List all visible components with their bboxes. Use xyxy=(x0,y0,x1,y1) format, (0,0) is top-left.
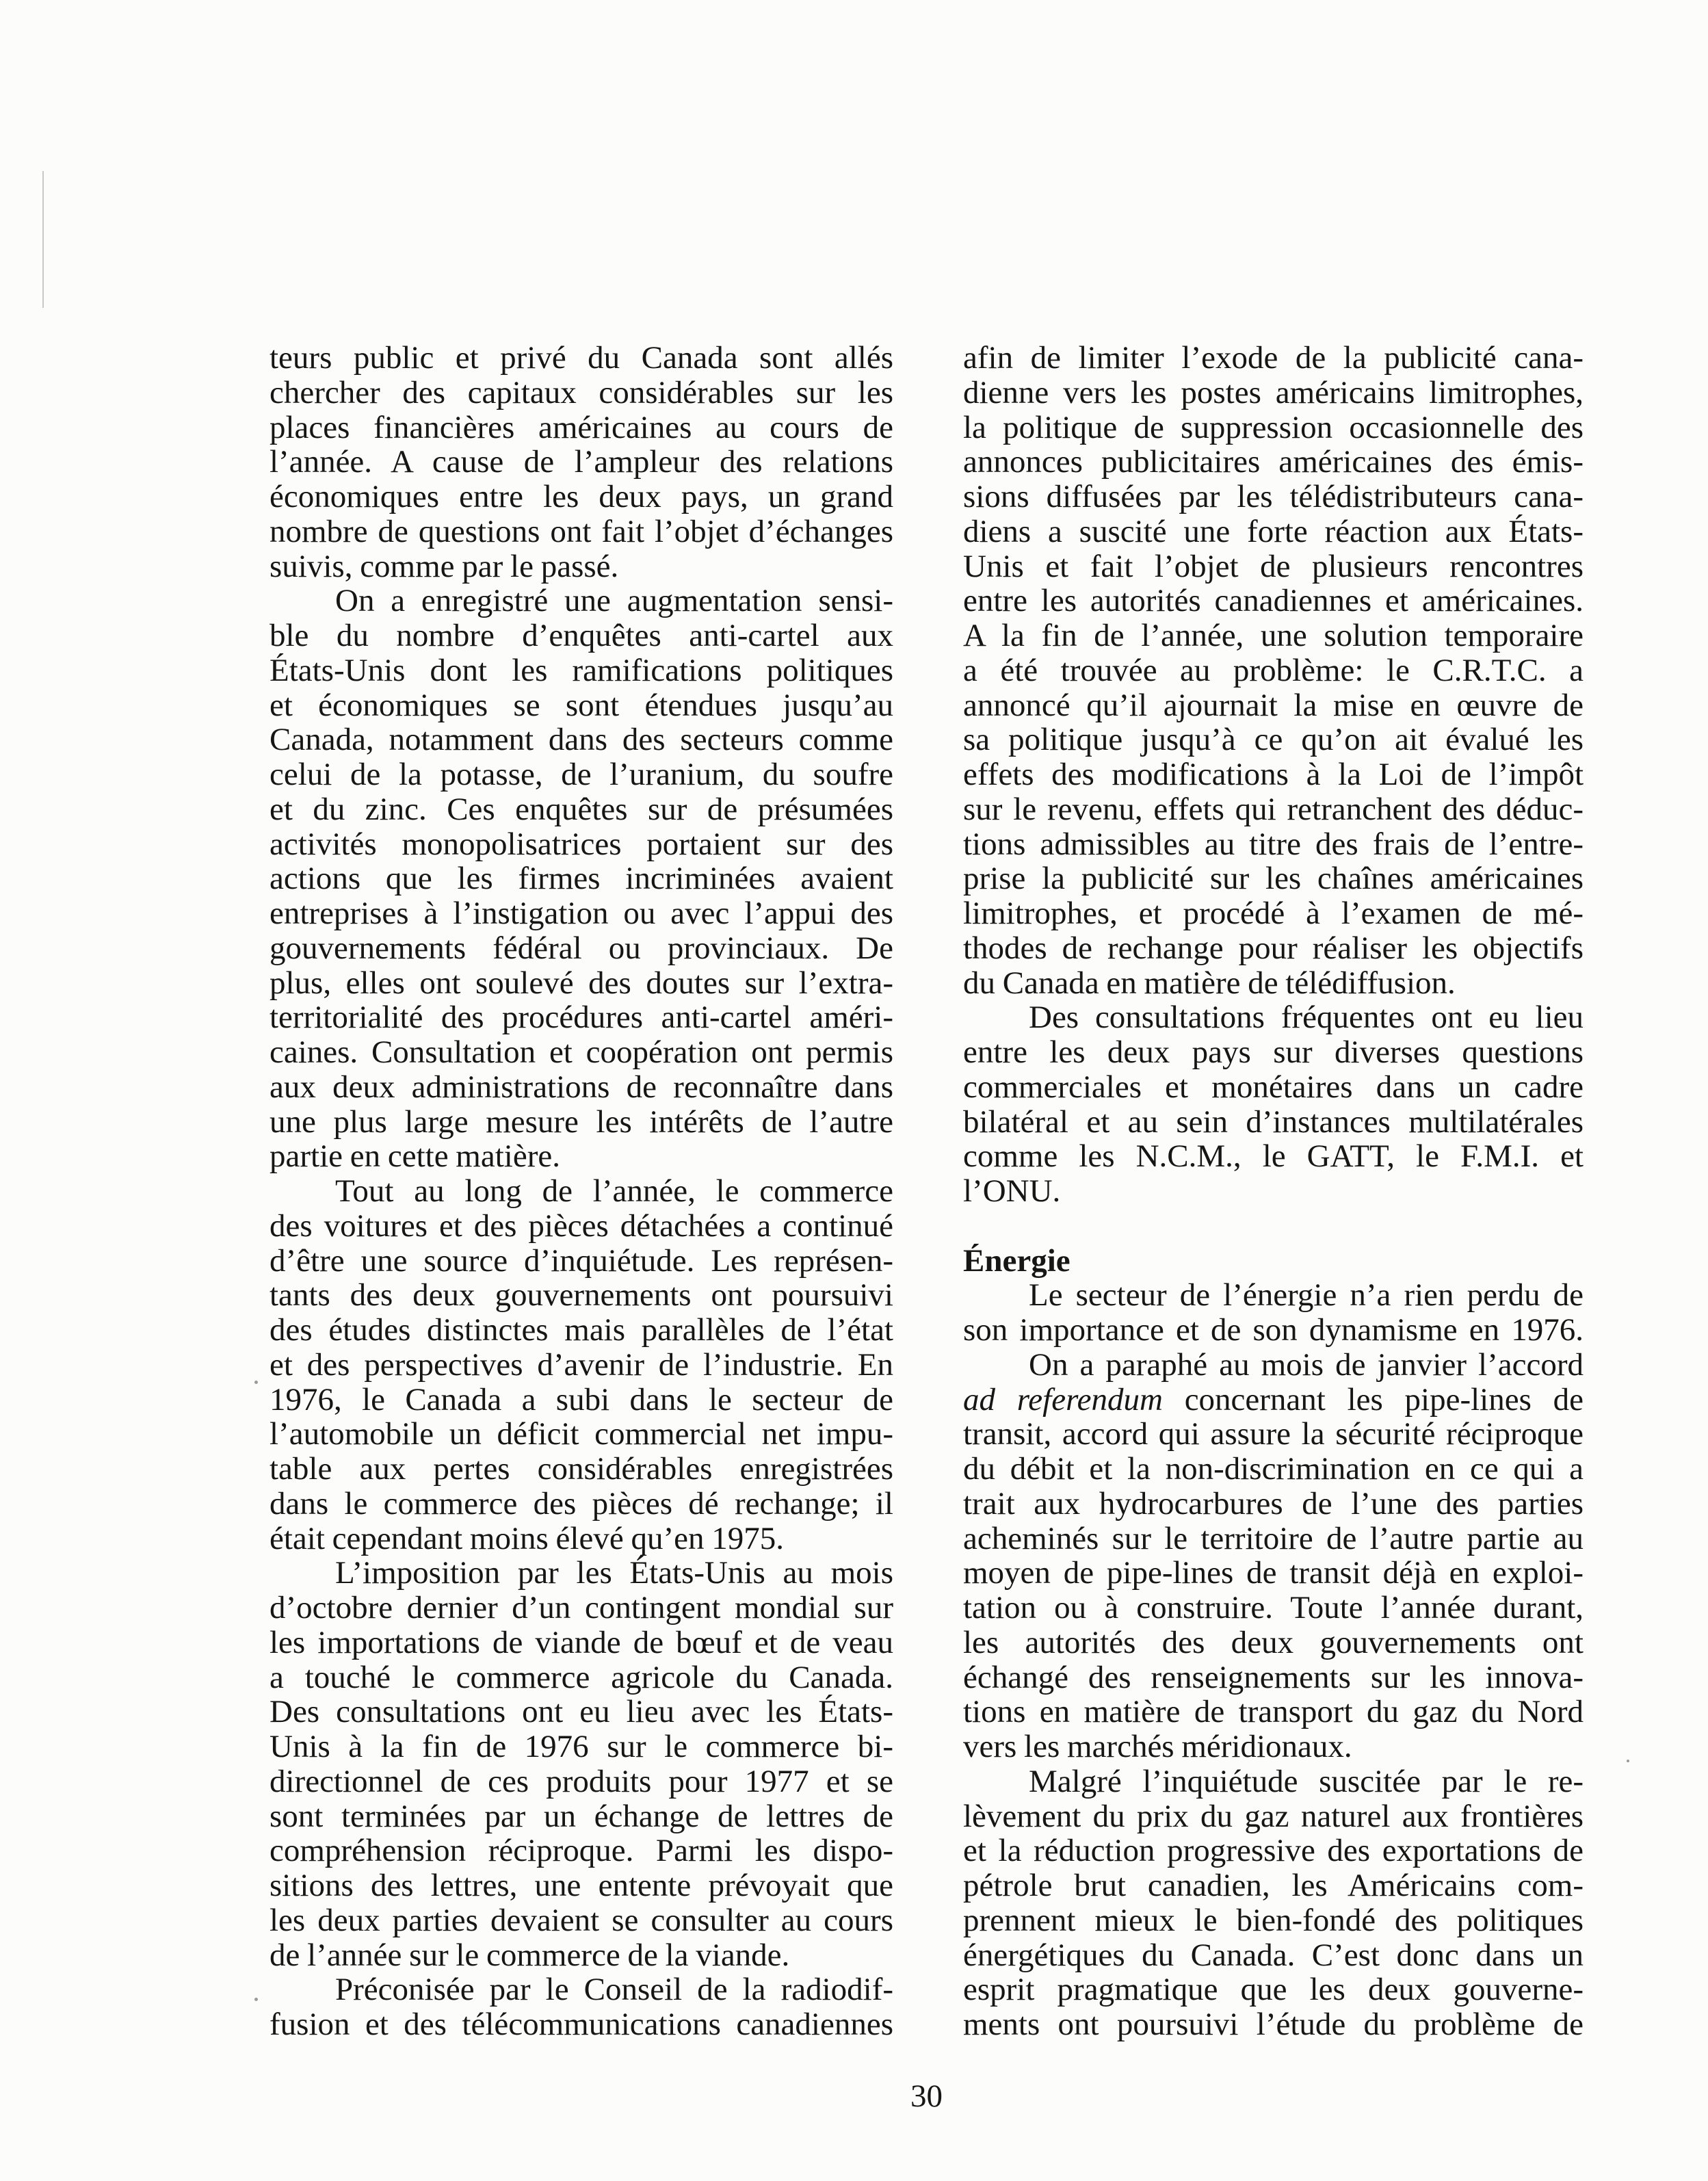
paragraph xyxy=(963,1278,1584,1348)
text-line: On a paraphé au mois de janvier l’accord xyxy=(1029,1346,1584,1383)
text-line: énergétiques du Canada. C’est donc dans un xyxy=(963,1937,1584,1973)
text-line: et du zinc. Ces enquêtes sur de présumées xyxy=(270,791,893,827)
text-line: 1976, le Canada a subi dans le secteur de xyxy=(270,1381,893,1418)
text-line: Des consultations ont eu lieu avec les États- xyxy=(270,1694,893,1730)
text-line: Malgré l’inquiétude suscitée par le re- xyxy=(1029,1763,1584,1799)
text-line: plus, elles ont soulevé des doutes sur l’extra- xyxy=(270,965,893,1001)
paragraph xyxy=(963,1764,1584,2042)
text-line: ments ont poursuivi l’étude du problème de xyxy=(963,2007,1584,2042)
text-line: échangé des renseignements sur les innova- xyxy=(963,1659,1584,1695)
text-line: gouvernements fédéral ou provinciaux. De xyxy=(270,930,893,966)
text-line: commerciales et monétaires dans un cadre xyxy=(963,1069,1584,1105)
text-line: les autorités des deux gouvernements ont xyxy=(963,1624,1584,1660)
text-line: tions en matière de transport du gaz du Nord xyxy=(963,1694,1584,1730)
text-line: thodes de rechange pour réaliser les objectifs xyxy=(963,930,1584,966)
text-line: annonces publicitaires américaines des émis- xyxy=(963,444,1584,480)
text-line: économiques entre les deux pays, un grand xyxy=(270,479,893,514)
text-line: était cependant moins élevé qu’en 1975. xyxy=(270,1520,784,1556)
text-line: Canada, notamment dans des secteurs comme xyxy=(270,722,893,758)
paragraph xyxy=(270,1556,893,1972)
text-line: tation ou à construire. Toute l’année durant, xyxy=(963,1590,1584,1625)
text-line: sions diffusées par les télédistributeurs cana- xyxy=(963,479,1584,514)
text-line: des études distinctes mais parallèles de l’état xyxy=(270,1312,893,1348)
text-line: Des consultations fréquentes ont eu lieu xyxy=(1029,1000,1584,1036)
text-line: l’ONU. xyxy=(963,1173,1061,1209)
text-line: annoncé qu’il ajournait la mise en œuvre de xyxy=(963,687,1584,723)
text-line: sa politique jusqu’à ce qu’on ait évalué les xyxy=(963,722,1584,758)
energy-section xyxy=(963,1244,1584,2042)
text-line: On a enregistré une augmentation sensi- xyxy=(335,583,893,619)
text-line: a touché le commerce agricole du Canada. xyxy=(270,1659,893,1695)
text-line: dans le commerce des pièces dé rechange; il xyxy=(270,1485,893,1522)
text-line: lèvement du prix du gaz naturel aux frontières xyxy=(963,1798,1584,1834)
text-line: l’automobile un déficit commercial net impu- xyxy=(270,1416,893,1452)
text-line: du Canada en matière de télédiffusion. xyxy=(963,965,1456,1001)
text-line: pétrole brut canadien, les Américains com- xyxy=(963,1868,1584,1903)
text-line: sur le revenu, effets qui retranchent des déduc- xyxy=(963,791,1584,827)
text-line: entreprises à l’instigation ou avec l’appui des xyxy=(270,896,893,931)
text-line: sitions des lettres, une entente prévoyait que xyxy=(270,1868,893,1903)
paragraph xyxy=(270,584,893,1174)
text-line: États-Unis dont les ramifications politiques xyxy=(270,652,893,688)
italic-term: ad referendum xyxy=(963,1381,1163,1418)
text-line: les importations de viande de bœuf et de veau xyxy=(270,1624,893,1660)
text-line: activités monopolisatrices portaient sur des xyxy=(270,826,893,862)
text-line: du débit et la non-discrimination en ce qui a xyxy=(963,1451,1584,1487)
text-line: Le secteur de l’énergie n’a rien perdu de xyxy=(1029,1277,1584,1314)
text-line: suivis, comme par le passé. xyxy=(270,548,619,584)
text-line: et la réduction progressive des exportations de xyxy=(963,1833,1584,1869)
paragraph xyxy=(270,1174,893,1556)
text-line: d’être une source d’inquiétude. Les représen- xyxy=(270,1242,893,1279)
text-line: l’année. A cause de l’ampleur des relations xyxy=(270,444,893,480)
text-line: chercher des capitaux considérables sur les xyxy=(270,374,893,410)
text-line: vers les marchés méridionaux. xyxy=(963,1729,1352,1764)
scan-speck xyxy=(1627,1760,1629,1762)
text-line: et des perspectives d’avenir de l’industrie. En xyxy=(270,1346,893,1383)
text-line: partie en cette matière. xyxy=(270,1138,560,1175)
section-heading: Énergie xyxy=(963,1242,1070,1279)
text-line: ble du nombre d’enquêtes anti-cartel aux xyxy=(270,618,893,653)
text-line: tions admissibles au titre des frais de l’entre- xyxy=(963,826,1584,862)
text-line: une plus large mesure les intérêts de l’autre xyxy=(270,1103,893,1140)
text-line: prise la publicité sur les chaînes américaines xyxy=(963,861,1584,897)
text-line: nombre de questions ont fait l’objet d’échanges xyxy=(270,513,893,549)
text-line: teurs public et privé du Canada sont allés xyxy=(270,340,893,376)
paragraph xyxy=(270,341,893,584)
text-line: comme les N.C.M., le GATT, le F.M.I. et xyxy=(963,1138,1584,1175)
text-line: territorialité des procédures anti-cartel améri- xyxy=(270,1000,893,1036)
text-line: la politique de suppression occasionnelle des xyxy=(963,409,1584,445)
text-line: entre les autorités canadiennes et américaines. xyxy=(963,583,1584,619)
text-line: des voitures et des pièces détachées a continué xyxy=(270,1207,893,1244)
text-line: effets des modifications à la Loi de l’impôt xyxy=(963,757,1584,792)
text-line: Préconisée par le Conseil de la radiodif- xyxy=(335,1972,893,2008)
text-line: celui de la potasse, de l’uranium, du soufre xyxy=(270,757,893,792)
text-line: caines. Consultation et coopération ont permis xyxy=(270,1034,893,1070)
text-line: prennent mieux le bien-fondé des politiques xyxy=(963,1902,1584,1938)
text-line: Unis et fait l’objet de plusieurs rencontres xyxy=(963,548,1584,584)
paragraph xyxy=(963,1000,1584,1209)
scan-speck xyxy=(254,1998,258,2001)
text-line: son importance et de son dynamisme en 1976. xyxy=(963,1312,1584,1348)
paragraph xyxy=(270,1972,893,2042)
text-line: directionnel de ces produits pour 1977 et se xyxy=(270,1763,893,1799)
text-line: et économiques se sont étendues jusqu’au xyxy=(270,687,893,723)
text-line: limitrophes, et procédé à l’examen de mé- xyxy=(963,896,1584,931)
right-column xyxy=(963,341,1584,2042)
text-line: acheminés sur le territoire de l’autre partie au xyxy=(963,1520,1584,1556)
text-line: tants des deux gouvernements ont poursuivi xyxy=(270,1277,893,1314)
text-line: afin de limiter l’exode de la publicité cana- xyxy=(963,340,1584,376)
text-line: actions que les firmes incriminées avaient xyxy=(270,861,893,897)
text-line: aux deux administrations de reconnaître dans xyxy=(270,1069,893,1105)
scan-speck xyxy=(254,1381,258,1384)
text-line: bilatéral et au sein d’instances multilatérales xyxy=(963,1103,1584,1140)
text-line: places financières américaines au cours de xyxy=(270,409,893,445)
text-line: table aux pertes considérables enregistrées xyxy=(270,1451,893,1487)
scan-edge-mark xyxy=(42,171,44,308)
page-number: 30 xyxy=(910,2078,943,2114)
text-line: sont terminées par un échange de lettres de xyxy=(270,1798,893,1834)
text-line: fusion et des télécommunications canadiennes xyxy=(270,2007,893,2042)
text-line: les deux parties devaient se consulter au cours xyxy=(270,1902,893,1938)
text-line: moyen de pipe-lines de transit déjà en exploi- xyxy=(963,1555,1584,1591)
text-line: transit, accord qui assure la sécurité réciproque xyxy=(963,1416,1584,1452)
paragraph xyxy=(963,341,1584,1000)
text-line: compréhension réciproque. Parmi les dispo- xyxy=(270,1833,893,1869)
text-line: diens a suscité une forte réaction aux États- xyxy=(963,513,1584,549)
text-line-rest: concernant les pipe-lines de xyxy=(1162,1381,1584,1418)
text-line: L’imposition par les États-Unis au mois xyxy=(335,1555,893,1591)
left-column xyxy=(270,341,893,2042)
text-line: trait aux hydrocarbures de l’une des parties xyxy=(963,1485,1584,1522)
text-line: A la fin de l’année, une solution temporaire xyxy=(963,618,1584,653)
text-line xyxy=(963,1383,1584,1418)
text-line: d’octobre dernier d’un contingent mondial sur xyxy=(270,1590,893,1625)
text-line: Tout au long de l’année, le commerce xyxy=(335,1173,893,1209)
text-line: esprit pragmatique que les deux gouverne- xyxy=(963,1972,1584,2008)
text-line: de l’année sur le commerce de la viande. xyxy=(270,1937,790,1973)
text-line: Unis à la fin de 1976 sur le commerce bi- xyxy=(270,1729,893,1764)
text-line: a été trouvée au problème: le C.R.T.C. a xyxy=(963,652,1584,688)
text-line: entre les deux pays sur diverses questions xyxy=(963,1034,1584,1070)
text-line: dienne vers les postes américains limitrophes, xyxy=(963,374,1584,410)
paragraph xyxy=(963,1348,1584,1764)
section-spacer xyxy=(963,1209,1584,1244)
